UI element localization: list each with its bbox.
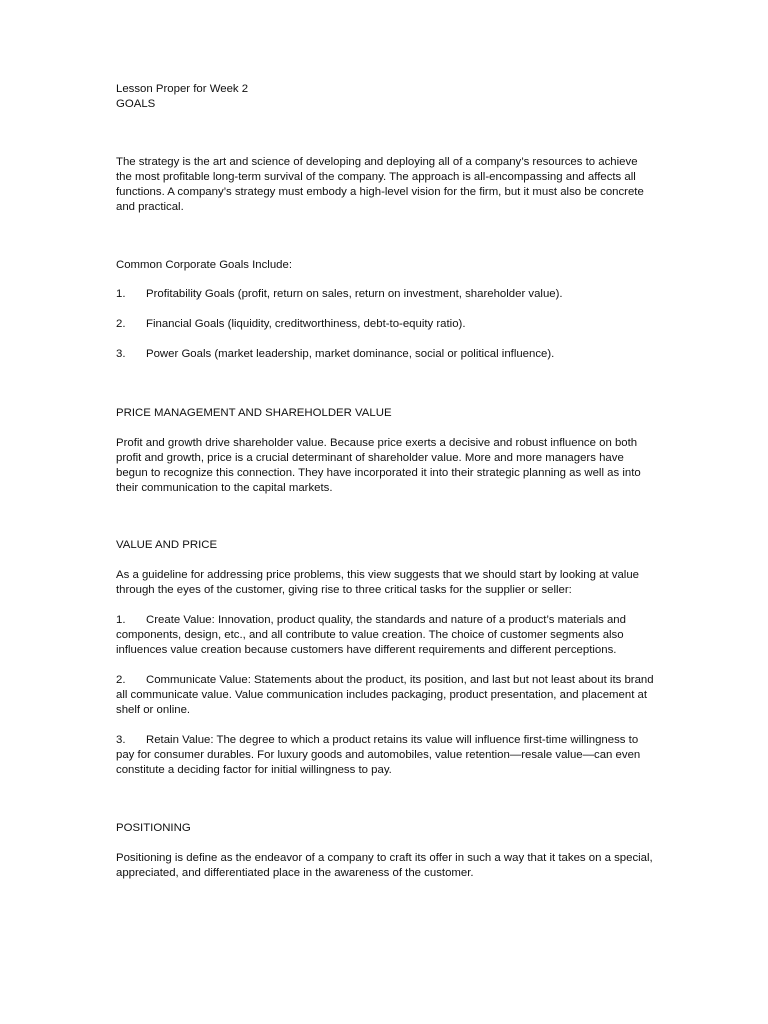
list-text: Communicate Value: Statements about the product, its position, and last but not least about its brand all communicate value. Value communication includes packaging, product presentation, and placement at shelf or online. — [116, 674, 654, 716]
list-number: 2. — [116, 318, 126, 330]
list-number: 1. — [116, 288, 126, 300]
section-title-goals: GOALS — [116, 98, 156, 110]
list-text: Power Goals (market leadership, market dominance, social or political influence). — [146, 348, 555, 360]
price-management-paragraph: Profit and growth drive shareholder value. Because price exerts a decisive and robust influence on both profit and growth, price is a crucial determinant of shareholder value. More and more managers have begun to recognize this connection. They have incorporated it into their strategic planning as well as into their communication to the capital markets. — [116, 437, 641, 494]
value-price-heading: VALUE AND PRICE — [116, 539, 218, 551]
corporate-goals-heading: Common Corporate Goals Include: — [116, 259, 293, 271]
price-management-heading: PRICE MANAGEMENT AND SHAREHOLDER VALUE — [116, 407, 392, 419]
list-text: Financial Goals (liquidity, creditworthiness, debt-to-equity ratio). — [146, 318, 466, 330]
positioning-heading: POSITIONING — [116, 822, 191, 834]
list-item — [116, 613, 656, 658]
list-item — [116, 317, 656, 332]
list-number: 2. — [116, 674, 126, 686]
list-item — [116, 287, 656, 302]
positioning-paragraph: Positioning is define as the endeavor of a company to craft its offer in such a way that it takes on a special, appreciated, and differentiated place in the awareness of the customer. — [116, 852, 653, 879]
list-item — [116, 347, 656, 362]
list-item — [116, 733, 656, 778]
list-text: Create Value: Innovation, product quality, the standards and nature of a product’s materials and components, design, etc., and all contribute to value creation. The choice of customer segments also influences value creation because customers have different requirements and different perceptions. — [116, 614, 626, 656]
intro-paragraph: The strategy is the art and science of developing and deploying all of a company’s resources to achieve the most profitable long-term survival of the company. The approach is all-encompassing and affects all functions. A company’s strategy must embody a high-level vision for the firm, but it must also be concrete and practical. — [116, 156, 644, 213]
list-text: Profitability Goals (profit, return on sales, return on investment, shareholder value). — [146, 288, 563, 300]
list-number: 3. — [116, 734, 126, 746]
list-item — [116, 673, 656, 718]
list-number: 3. — [116, 348, 126, 360]
lesson-title: Lesson Proper for Week 2 — [116, 83, 249, 95]
document-page — [116, 82, 656, 881]
value-price-paragraph: As a guideline for addressing price problems, this view suggests that we should start by looking at value through the eyes of the customer, giving rise to three critical tasks for the supplier or seller: — [116, 569, 639, 596]
list-text: Retain Value: The degree to which a product retains its value will influence first-time willingness to pay for consumer durables. For luxury goods and automobiles, value retention—resale value—can even constitute a deciding factor for initial willingness to pay. — [116, 734, 641, 776]
list-number: 1. — [116, 614, 126, 626]
